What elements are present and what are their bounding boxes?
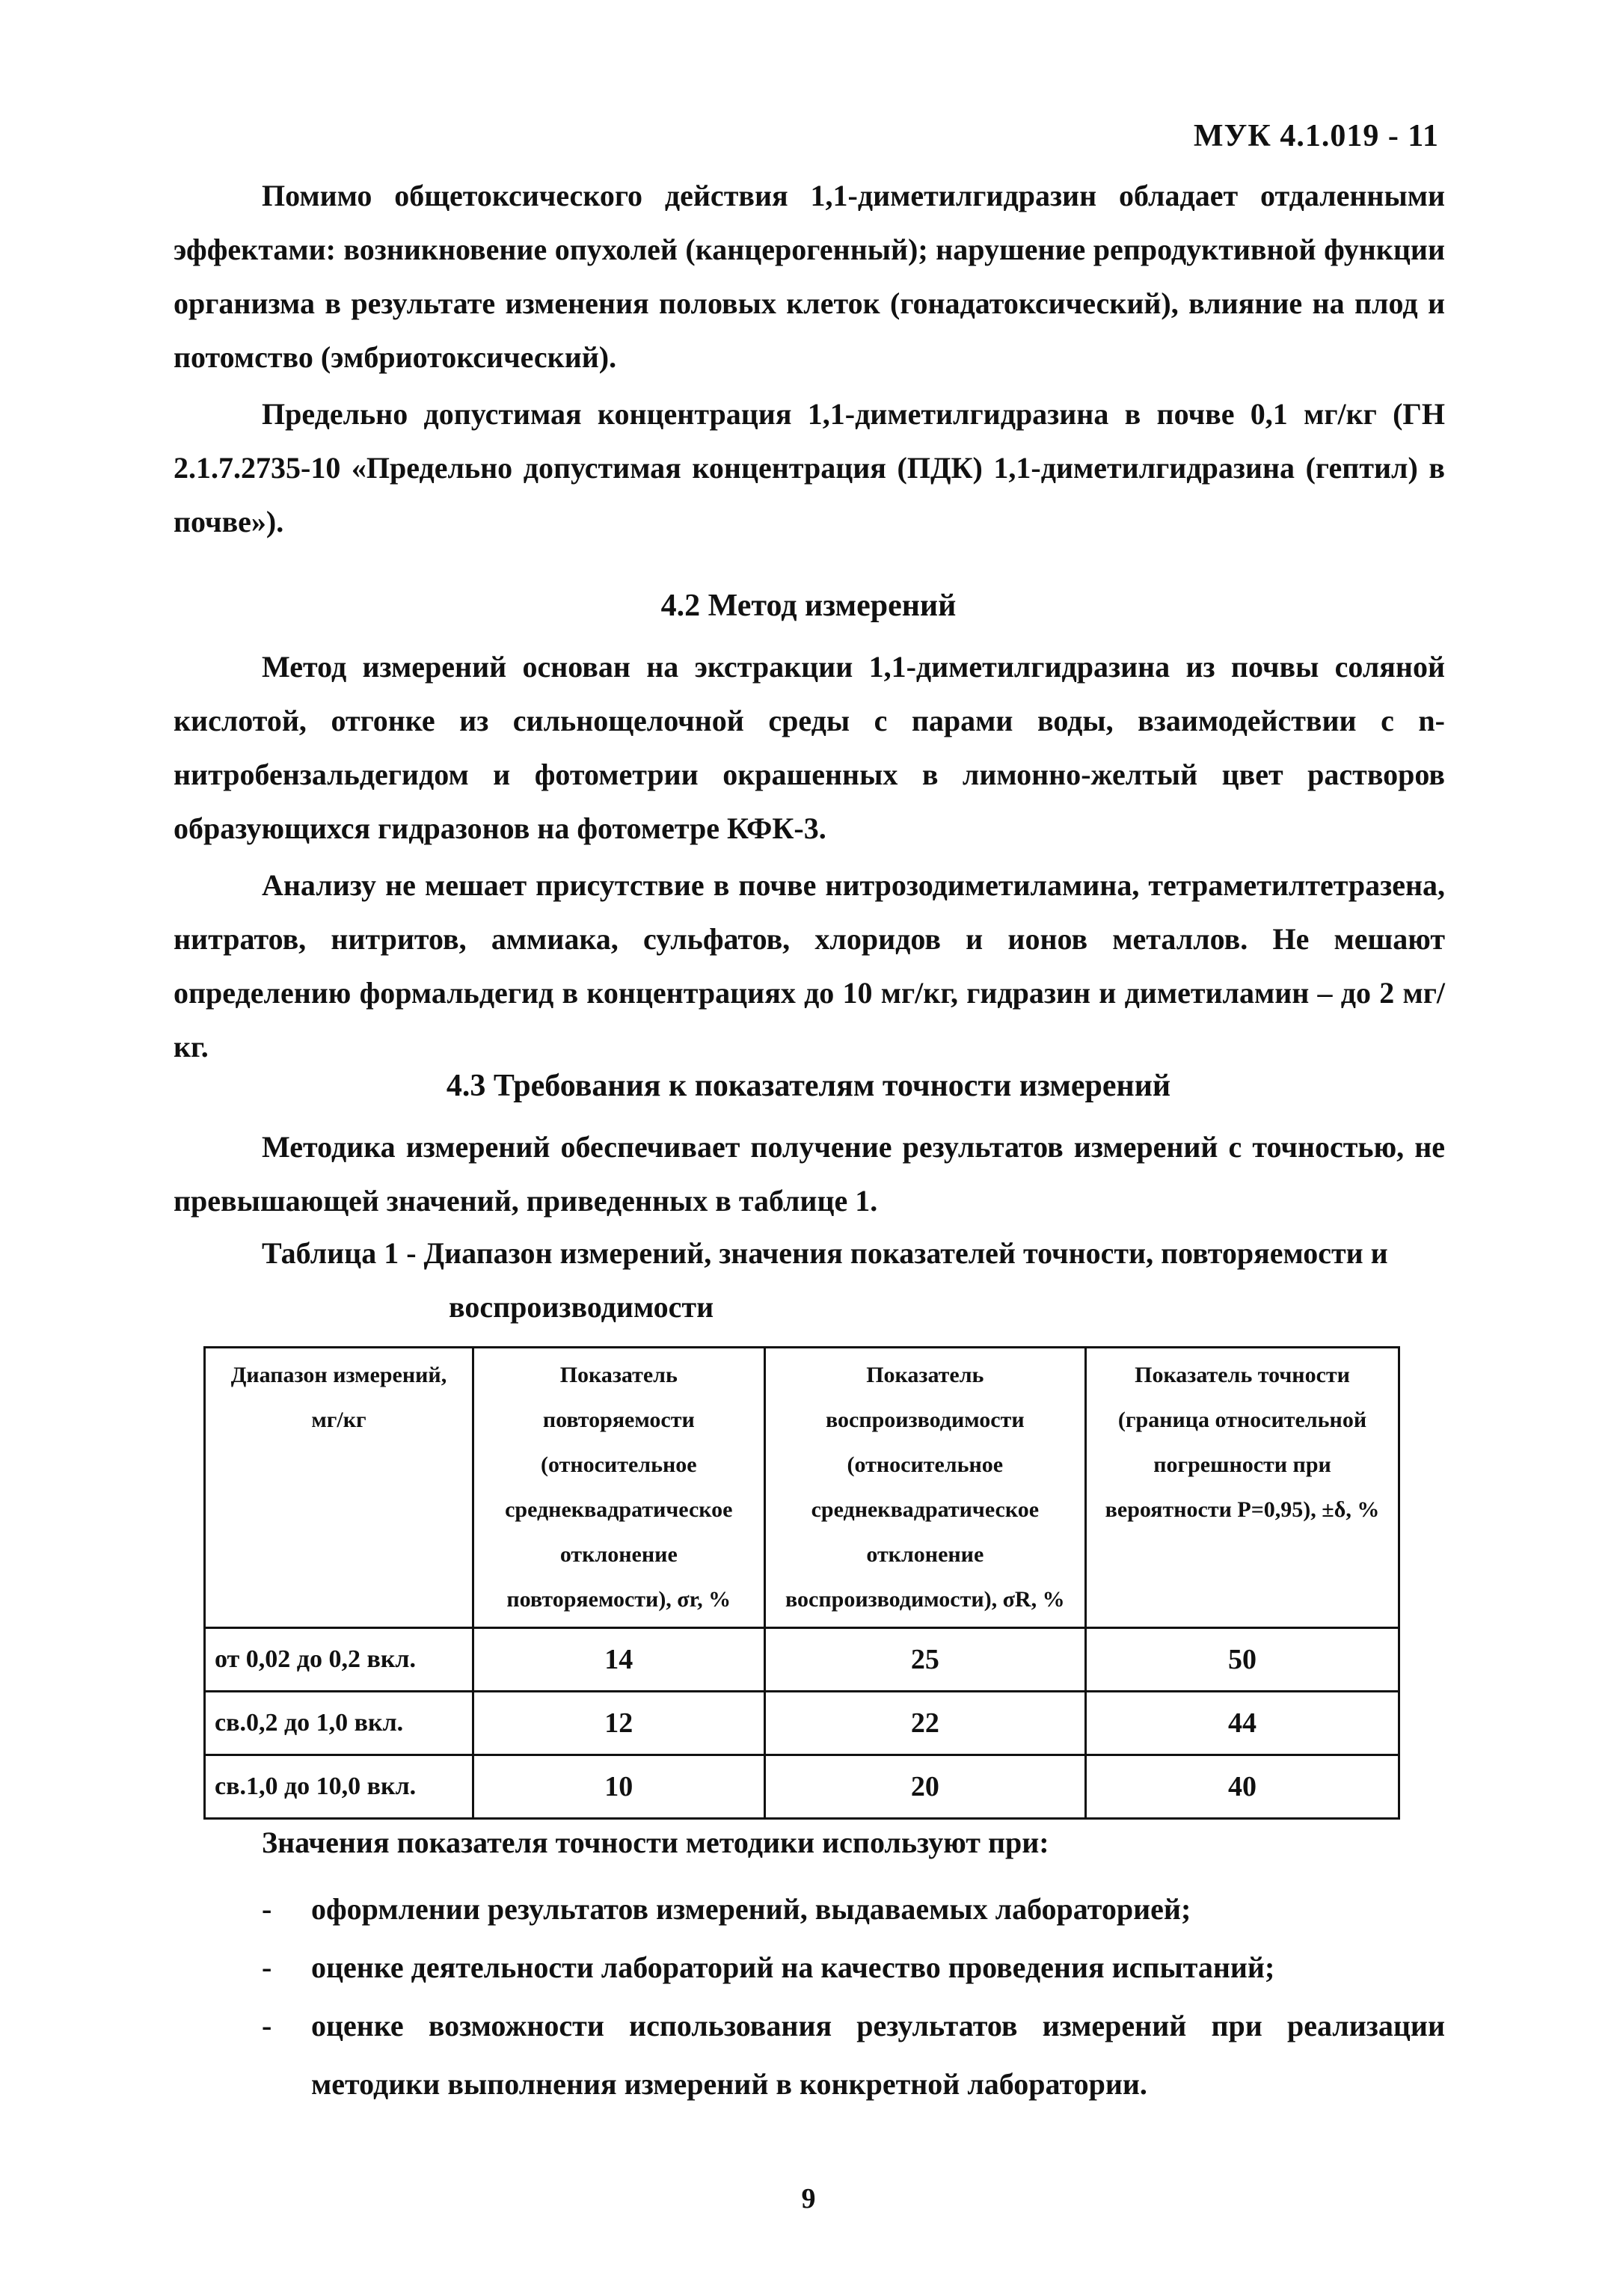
table-cell-reproducibility: 20 [764, 1755, 1085, 1819]
list-item [174, 1939, 1445, 1997]
table-caption-line-2: воспроизводимости [449, 1290, 714, 1324]
table-cell-range: от 0,02 до 0,2 вкл. [205, 1628, 473, 1692]
table-cell-repeatability: 10 [473, 1755, 764, 1819]
table-caption-line-1: Таблица 1 - Диапазон измерений, значения показателей точности, повторяемости и [262, 1236, 1388, 1270]
accuracy-table [203, 1346, 1400, 1820]
table-cell-accuracy: 44 [1086, 1692, 1399, 1755]
table-row [205, 1628, 1399, 1692]
table-row [205, 1755, 1399, 1819]
table-row [205, 1692, 1399, 1755]
table-cell-accuracy: 50 [1086, 1628, 1399, 1692]
bullet-dash: - [262, 2009, 272, 2042]
table-header-row [205, 1348, 1399, 1628]
table-cell-accuracy: 40 [1086, 1755, 1399, 1819]
page-number: 9 [801, 2183, 816, 2214]
section-heading-4-3: 4.3 Требования к показателям точности измерений [446, 1069, 1171, 1103]
section-heading-4-2: 4.2 Метод измерений [660, 589, 957, 623]
list-item [174, 1880, 1445, 1939]
intro-paragraph-1: Помимо общетоксического действия 1,1-диметилгидразин обладает отдаленными эффектами: возникновение опухолей (канцерогенный); нарушение репродуктивной функции организма в результате изменения половых клеток (гонадатоксический), влияние на плод и потомство (эмбриотоксический). [174, 179, 1445, 374]
table-header-range: Диапазон измерений, мг/кг [205, 1348, 473, 1628]
document-code: МУК 4.1.019 - 11 [1193, 119, 1439, 153]
section-4-2-paragraph-2: Анализу не мешает присутствие в почве нитрозодиметиламина, тетраметилтетразена, нитратов, нитритов, аммиака, сульфатов, хлоридов и ионов металлов. Не мешают определению формальдегид в концентрациях до 10 мг/кг, гидразин и диметиламин – до 2 мг/кг. [174, 868, 1445, 1063]
section-4-3-paragraph-1: Методика измерений обеспечивает получение результатов измерений с точностью, не превышающей значений, приведенных в таблице 1. [174, 1130, 1445, 1218]
list-item [174, 1997, 1445, 2114]
table-cell-reproducibility: 22 [764, 1692, 1085, 1755]
table-header-reproducibility: Показатель воспроизводимости (относительное среднеквадратическое отклонение воспроизводимости), σR, % [764, 1348, 1085, 1628]
list-item-text: оформлении результатов измерений, выдаваемых лабораторией; [311, 1892, 1191, 1926]
table-cell-reproducibility: 25 [764, 1628, 1085, 1692]
table-header-repeatability: Показатель повторяемости (относительное среднеквадратическое отклонение повторяемости), σr, % [473, 1348, 764, 1628]
bullet-dash: - [262, 1950, 272, 1984]
list-item-text: оценке возможности использования результатов измерений при реализации методики выполнения измерений в конкретной лаборатории. [311, 2009, 1445, 2101]
table-caption [174, 1227, 1445, 1334]
table-cell-range: св.0,2 до 1,0 вкл. [205, 1692, 473, 1755]
bullet-dash: - [262, 1892, 272, 1926]
table-header-accuracy: Показатель точности (граница относительной погрешности при вероятности P=0,95), ±δ, % [1086, 1348, 1399, 1628]
table-cell-repeatability: 12 [473, 1692, 764, 1755]
list-item-text: оценке деятельности лабораторий на качество проведения испытаний; [311, 1950, 1275, 1984]
intro-paragraph-2: Предельно допустимая концентрация 1,1-диметилгидразина в почве 0,1 мг/кг (ГН 2.1.7.2735-10 «Предельно допустимая концентрация (ПДК) 1,1-диметилгидразина (гептил) в почве»). [174, 397, 1445, 538]
table-cell-range: св.1,0 до 10,0 вкл. [205, 1755, 473, 1819]
usage-intro: Значения показателя точности методики используют при: [262, 1826, 1049, 1859]
table-cell-repeatability: 14 [473, 1628, 764, 1692]
usage-list [174, 1880, 1445, 2114]
section-4-2-paragraph-1: Метод измерений основан на экстракции 1,1-диметилгидразина из почвы соляной кислотой, отгонке из сильнощелочной среды с парами воды, взаимодействии с n-нитробензальдегидом и фотометрии окрашенных в лимонно-желтый цвет растворов образующихся гидразонов на фотометре КФК-3. [174, 650, 1445, 845]
